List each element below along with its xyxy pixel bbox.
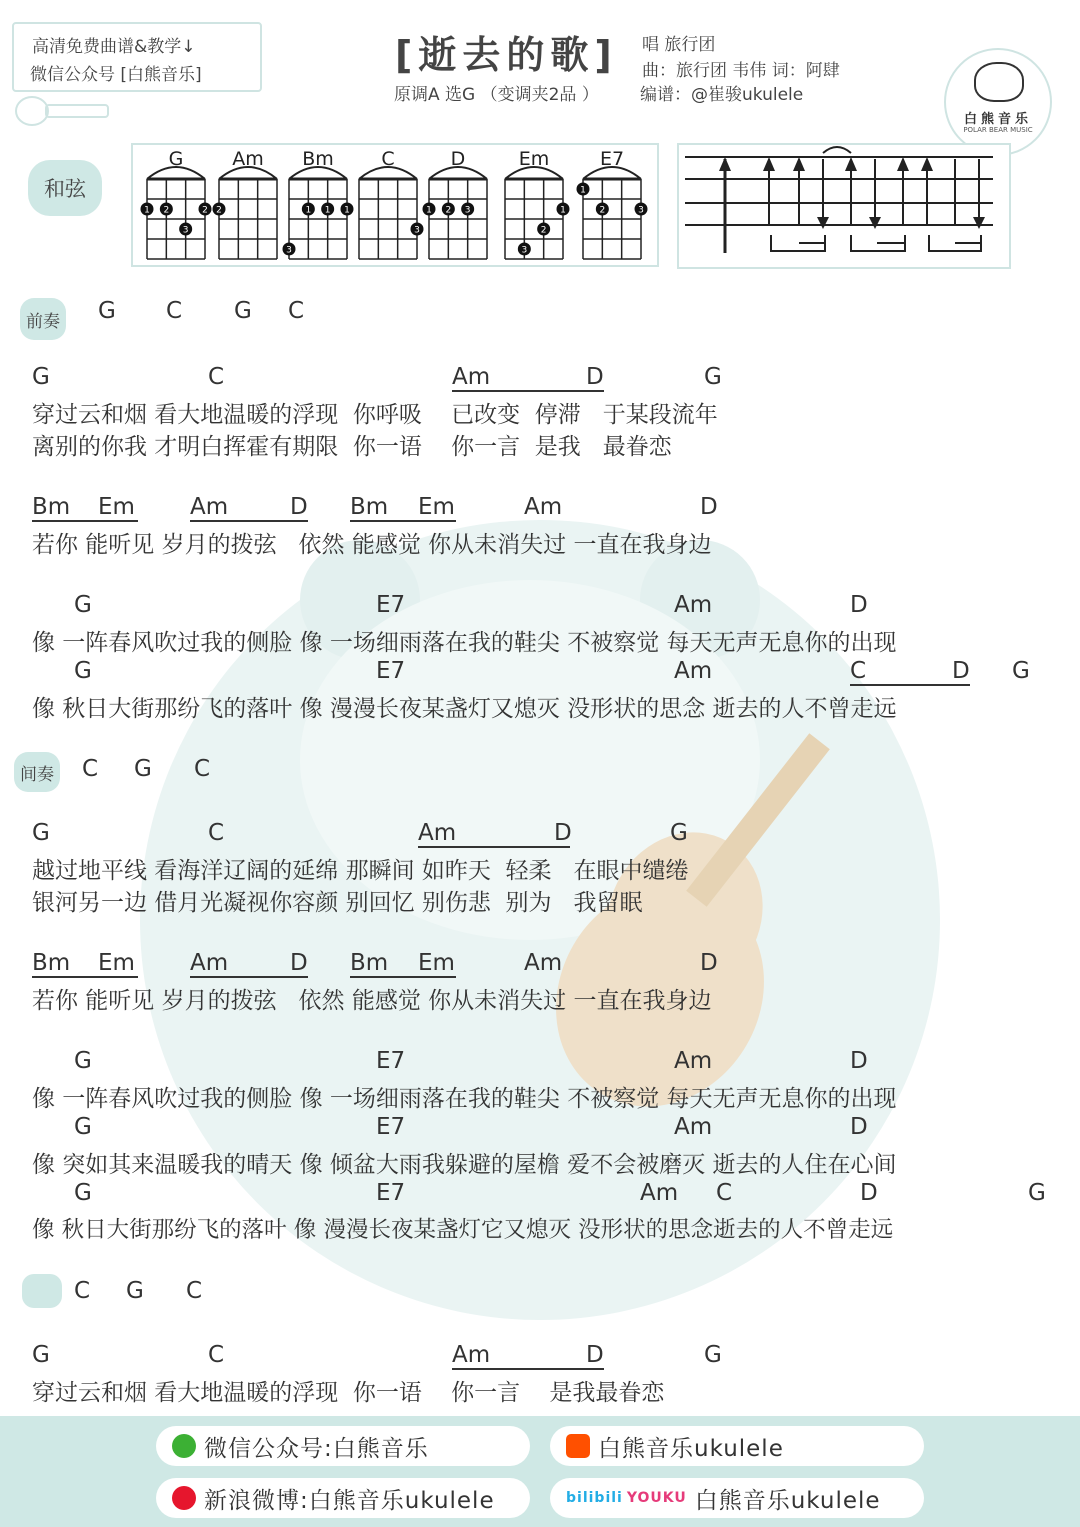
- finger-number: 2: [445, 205, 452, 216]
- chord: Bm: [32, 950, 71, 976]
- chord: D: [952, 658, 970, 684]
- chord-name: C: [381, 148, 395, 170]
- interlude-chord: G: [134, 756, 152, 782]
- logo-name: 白熊音乐: [963, 112, 1032, 127]
- finger-number: 1: [344, 205, 350, 216]
- chord: D: [290, 950, 308, 976]
- chord-underline: [418, 846, 570, 848]
- promo-line-1: 高清免费曲谱&教学↓: [32, 37, 196, 57]
- finger-number: 2: [540, 225, 547, 236]
- chord-diagrams-panel: [131, 143, 659, 267]
- weibo-icon: [172, 1486, 196, 1510]
- chord: E7: [376, 1048, 406, 1074]
- intro-label: 前奏: [26, 311, 60, 332]
- chords-badge: [28, 160, 102, 216]
- chord-underline: [350, 976, 456, 978]
- finger-number: 1: [580, 185, 586, 196]
- chord: G: [704, 1342, 722, 1368]
- lyric-line: 银河另一边 借月光凝视你容颜 别回忆 别伤悲 别为 我留眠: [32, 890, 643, 916]
- chord: Am: [524, 494, 563, 520]
- chord: D: [860, 1180, 878, 1206]
- ukulele-icon: [12, 94, 112, 128]
- chords-label: 和弦: [44, 177, 86, 201]
- lyric-line: 越过地平线 看海洋辽阔的延绵 那瞬间 如昨天 轻柔 在眼中缱绻: [32, 858, 689, 884]
- chord: G: [32, 1342, 50, 1368]
- weibo-text: 新浪微博:白熊音乐ukulele: [204, 1487, 495, 1514]
- youku-icon: YOUKU: [626, 1490, 687, 1506]
- chord-underline: [190, 520, 308, 522]
- interlude-chord: C: [82, 756, 99, 782]
- chord-name: Bm: [302, 148, 334, 170]
- chord: Em: [98, 950, 135, 976]
- chord: Am: [190, 494, 229, 520]
- chord: Am: [452, 1342, 491, 1368]
- chord: D: [850, 1114, 868, 1140]
- lyric-line: 离别的你我 才明白挥霍有期限 你一语 你一言 是我 最眷恋: [32, 434, 672, 460]
- chord-diagram: [505, 167, 570, 259]
- finger-number: 1: [324, 205, 331, 216]
- chord-diagram: [577, 167, 648, 259]
- taobao-text: 白熊音乐ukulele: [598, 1435, 784, 1462]
- lyric-line: 像 突如其来温暖我的晴天 像 倾盆大雨我躲避的屋檐 爱不会被磨灭 逝去的人住在心间: [32, 1152, 897, 1178]
- intro-chord: G: [98, 298, 116, 324]
- finger-number: 1: [426, 205, 432, 216]
- promo-line-2: 微信公众号 [白熊音乐]: [30, 65, 202, 85]
- chord: Am: [674, 1048, 713, 1074]
- strum-pattern: [679, 145, 1009, 267]
- lyric-line: 像 秋日大街那纷飞的落叶 像 漫漫长夜某盏灯它又熄灭 没形状的思念逝去的人不曾走远: [32, 1217, 894, 1243]
- chord-underline: [32, 520, 138, 522]
- chord-underline: [32, 976, 138, 978]
- chord: D: [586, 1342, 604, 1368]
- intro-badge: [20, 298, 66, 340]
- chord: C: [208, 820, 225, 846]
- interlude-badge: [14, 752, 60, 792]
- chord-name: E7: [599, 148, 625, 170]
- finger-number: 1: [305, 205, 312, 216]
- chord: D: [290, 494, 308, 520]
- lyric-line: 像 一阵春风吹过我的侧脸 像 一场细雨落在我的鞋尖 不被察觉 每天无声无息你的出现: [32, 1086, 897, 1112]
- logo-subtitle: POLAR BEAR MUSIC: [963, 126, 1033, 134]
- finger-number: 3: [414, 225, 420, 236]
- chord: D: [850, 1048, 868, 1074]
- chord: E7: [376, 592, 406, 618]
- finger-number: 3: [182, 225, 189, 236]
- chord: E7: [376, 1180, 406, 1206]
- arranger: 编谱：@崔骏ukulele: [640, 85, 804, 105]
- chord: Am: [674, 592, 713, 618]
- song-title: [逝去的歌]: [395, 33, 618, 77]
- chord: Bm: [32, 494, 71, 520]
- chord: C: [850, 658, 867, 684]
- chord-underline: [350, 520, 456, 522]
- chord-diagram: [359, 167, 424, 259]
- chord-name: Em: [518, 148, 550, 170]
- outro-chord: C: [74, 1278, 91, 1304]
- lyric-line: 穿过云和烟 看大地温暖的浮现 你一语 你一言 是我最眷恋: [32, 1380, 665, 1406]
- chord: E7: [376, 1114, 406, 1140]
- chord: D: [700, 494, 718, 520]
- chord: Am: [418, 820, 457, 846]
- chord: D: [554, 820, 572, 846]
- chord-name: Am: [232, 148, 264, 170]
- brand-logo: [944, 48, 1052, 156]
- interlude-label: 间奏: [20, 764, 54, 785]
- chord: Em: [418, 494, 455, 520]
- chord: Bm: [350, 494, 389, 520]
- singer: 唱 旅行团: [642, 35, 716, 55]
- chord: Am: [524, 950, 563, 976]
- wechat-icon: [172, 1434, 196, 1458]
- finger-number: 1: [560, 205, 566, 216]
- chord-diagram: [423, 167, 488, 259]
- composer-lyricist: 曲：旅行团 韦伟 词：阿肆: [642, 61, 840, 81]
- chord: G: [1028, 1180, 1046, 1206]
- chord: Am: [452, 364, 491, 390]
- chord: Am: [190, 950, 229, 976]
- chord: Am: [640, 1180, 679, 1206]
- chord-underline: [452, 1368, 604, 1370]
- chord: G: [74, 1180, 92, 1206]
- chord: G: [32, 364, 50, 390]
- chord-diagram: [283, 167, 354, 259]
- chord-diagram: [213, 167, 278, 259]
- finger-number: 2: [163, 205, 170, 216]
- lyric-line: 若你 能听见 岁月的拨弦 依然 能感觉 你从未消失过 一直在我身边: [32, 988, 712, 1014]
- taobao-icon: [566, 1434, 590, 1458]
- bilibili-icon: bilibili: [566, 1490, 623, 1506]
- video-text: 白熊音乐ukulele: [694, 1487, 881, 1514]
- wechat-link[interactable]: [156, 1426, 530, 1466]
- lyric-line: 若你 能听见 岁月的拨弦 依然 能感觉 你从未消失过 一直在我身边: [32, 532, 712, 558]
- finger-number: 3: [638, 205, 644, 216]
- finger-number: 3: [286, 245, 292, 256]
- chord: G: [74, 1114, 92, 1140]
- bear-icon: [974, 62, 1024, 102]
- chord: G: [1012, 658, 1030, 684]
- finger-number: 3: [464, 205, 471, 216]
- chord: Bm: [350, 950, 389, 976]
- chord-diagram: [141, 167, 212, 259]
- chord: G: [704, 364, 722, 390]
- video-link[interactable]: [550, 1478, 924, 1518]
- finger-number: 2: [599, 205, 606, 216]
- finger-number: 2: [202, 205, 208, 216]
- strum-pattern-panel: [677, 143, 1011, 269]
- interlude-chord: C: [194, 756, 211, 782]
- chord: Am: [674, 658, 713, 684]
- chord: C: [716, 1180, 733, 1206]
- key-info: 原调A 选G （变调夹2品 ）: [394, 85, 599, 105]
- intro-chord: C: [288, 298, 305, 324]
- chord: D: [700, 950, 718, 976]
- chord: G: [74, 658, 92, 684]
- chord-underline: [850, 684, 970, 686]
- chord-name: D: [450, 148, 466, 170]
- chord: G: [32, 820, 50, 846]
- footer: [0, 1416, 1080, 1527]
- chord: G: [74, 592, 92, 618]
- chord: E7: [376, 658, 406, 684]
- chord-diagrams: [133, 145, 657, 265]
- chord: Em: [418, 950, 455, 976]
- chord-underline: [190, 976, 308, 978]
- chord: D: [850, 592, 868, 618]
- chord: Am: [674, 1114, 713, 1140]
- outro-badge: [22, 1274, 62, 1308]
- wechat-text: 微信公众号:白熊音乐: [204, 1435, 429, 1462]
- lyric-line: 穿过云和烟 看大地温暖的浮现 你呼吸 已改变 停滞 于某段流年: [32, 402, 718, 428]
- chord: G: [74, 1048, 92, 1074]
- outro-chord: C: [186, 1278, 203, 1304]
- finger-number: 3: [521, 245, 528, 256]
- chord: C: [208, 1342, 225, 1368]
- lyric-line: 像 秋日大街那纷飞的落叶 像 漫漫长夜某盏灯又熄灭 没形状的思念 逝去的人不曾走远: [32, 696, 897, 722]
- intro-chord: C: [166, 298, 183, 324]
- chord: Em: [98, 494, 135, 520]
- chord-name: G: [168, 148, 184, 170]
- finger-number: 2: [216, 205, 222, 216]
- promo-box: [12, 22, 262, 92]
- lyric-line: 像 一阵春风吹过我的侧脸 像 一场细雨落在我的鞋尖 不被察觉 每天无声无息你的出现: [32, 630, 897, 656]
- chord: D: [586, 364, 604, 390]
- taobao-link[interactable]: [550, 1426, 924, 1466]
- weibo-link[interactable]: [156, 1478, 530, 1518]
- chord: G: [670, 820, 688, 846]
- chord: C: [208, 364, 225, 390]
- intro-chord: G: [234, 298, 252, 324]
- chord-underline: [452, 390, 604, 392]
- finger-number: 1: [144, 205, 150, 216]
- outro-chord: G: [126, 1278, 144, 1304]
